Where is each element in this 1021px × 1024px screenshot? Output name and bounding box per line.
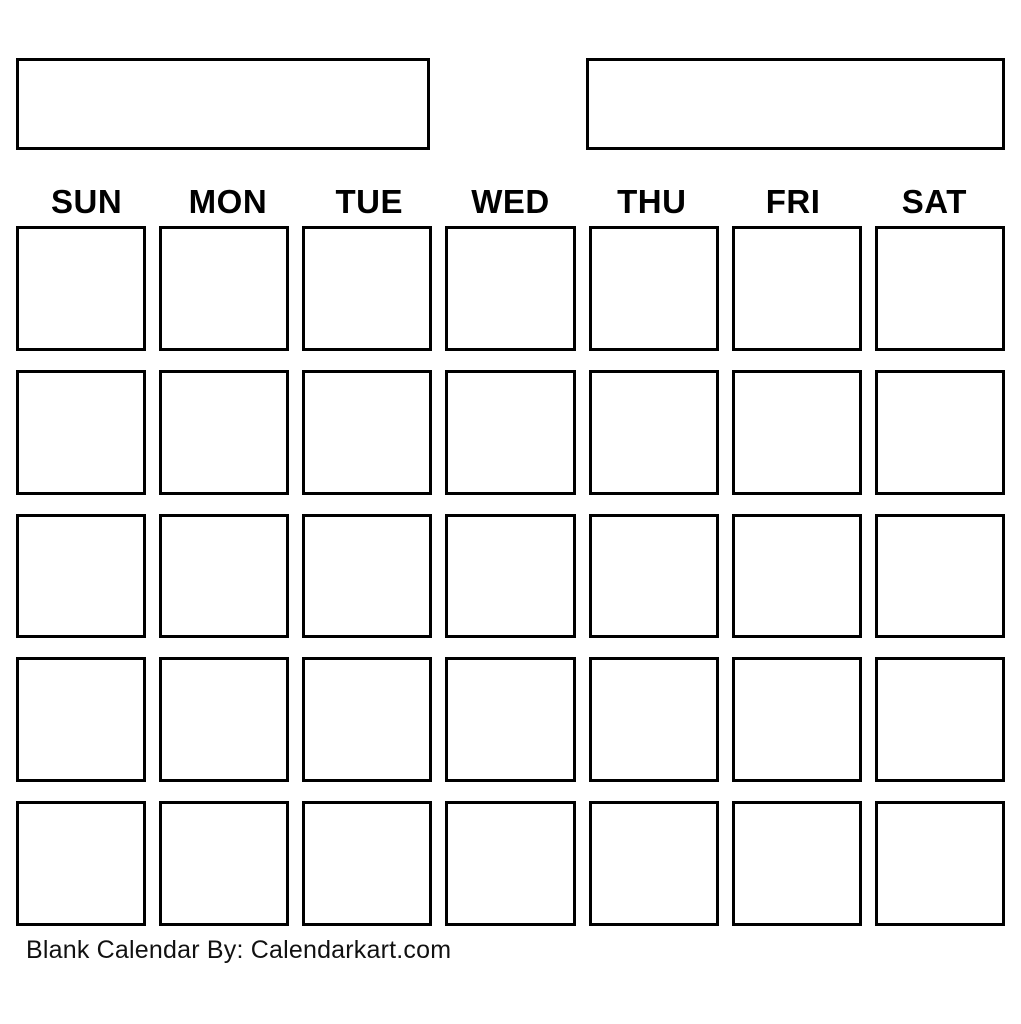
day-cell[interactable] [16, 801, 146, 926]
month-input[interactable] [19, 61, 427, 147]
calendar-title-row [16, 58, 1005, 150]
day-cell[interactable] [732, 514, 862, 639]
day-cell[interactable] [302, 801, 432, 926]
day-cell[interactable] [302, 226, 432, 351]
day-cell[interactable] [445, 226, 575, 351]
footer-credit: Blank Calendar By: Calendarkart.com [26, 936, 452, 964]
day-cell[interactable] [589, 514, 719, 639]
weekday-label-thu: THU [617, 183, 687, 220]
day-cell[interactable] [445, 657, 575, 782]
day-cell[interactable] [16, 514, 146, 639]
day-cell[interactable] [589, 801, 719, 926]
calendar-grid [16, 226, 1005, 926]
day-cell[interactable] [302, 514, 432, 639]
day-cell[interactable] [302, 370, 432, 495]
day-cell[interactable] [159, 801, 289, 926]
day-cell[interactable] [732, 657, 862, 782]
day-cell[interactable] [875, 514, 1005, 639]
day-cell[interactable] [875, 657, 1005, 782]
day-cell[interactable] [159, 226, 289, 351]
weekday-header-row [16, 182, 1005, 226]
year-input[interactable] [589, 61, 1002, 147]
year-title-box[interactable] [586, 58, 1005, 150]
day-cell[interactable] [875, 801, 1005, 926]
weekday-label-tue: TUE [335, 183, 403, 220]
weekday-label-sun: SUN [51, 183, 123, 220]
day-cell[interactable] [445, 514, 575, 639]
day-cell[interactable] [16, 370, 146, 495]
day-cell[interactable] [875, 370, 1005, 495]
day-cell[interactable] [589, 226, 719, 351]
weekday-label-fri: FRI [765, 183, 821, 220]
day-cell[interactable] [732, 801, 862, 926]
day-cell[interactable] [732, 370, 862, 495]
day-cell[interactable] [159, 514, 289, 639]
day-cell[interactable] [445, 370, 575, 495]
day-cell[interactable] [302, 657, 432, 782]
day-cell[interactable] [16, 657, 146, 782]
day-cell[interactable] [589, 370, 719, 495]
day-cell[interactable] [589, 657, 719, 782]
weekday-label-sat: SAT [901, 183, 967, 220]
weekday-label-wed: WED [471, 183, 550, 220]
day-cell[interactable] [159, 657, 289, 782]
day-cell[interactable] [445, 801, 575, 926]
day-cell[interactable] [732, 226, 862, 351]
weekday-label-mon: MON [188, 183, 268, 220]
day-cell[interactable] [159, 370, 289, 495]
day-cell[interactable] [16, 226, 146, 351]
month-title-box[interactable] [16, 58, 430, 150]
day-cell[interactable] [875, 226, 1005, 351]
